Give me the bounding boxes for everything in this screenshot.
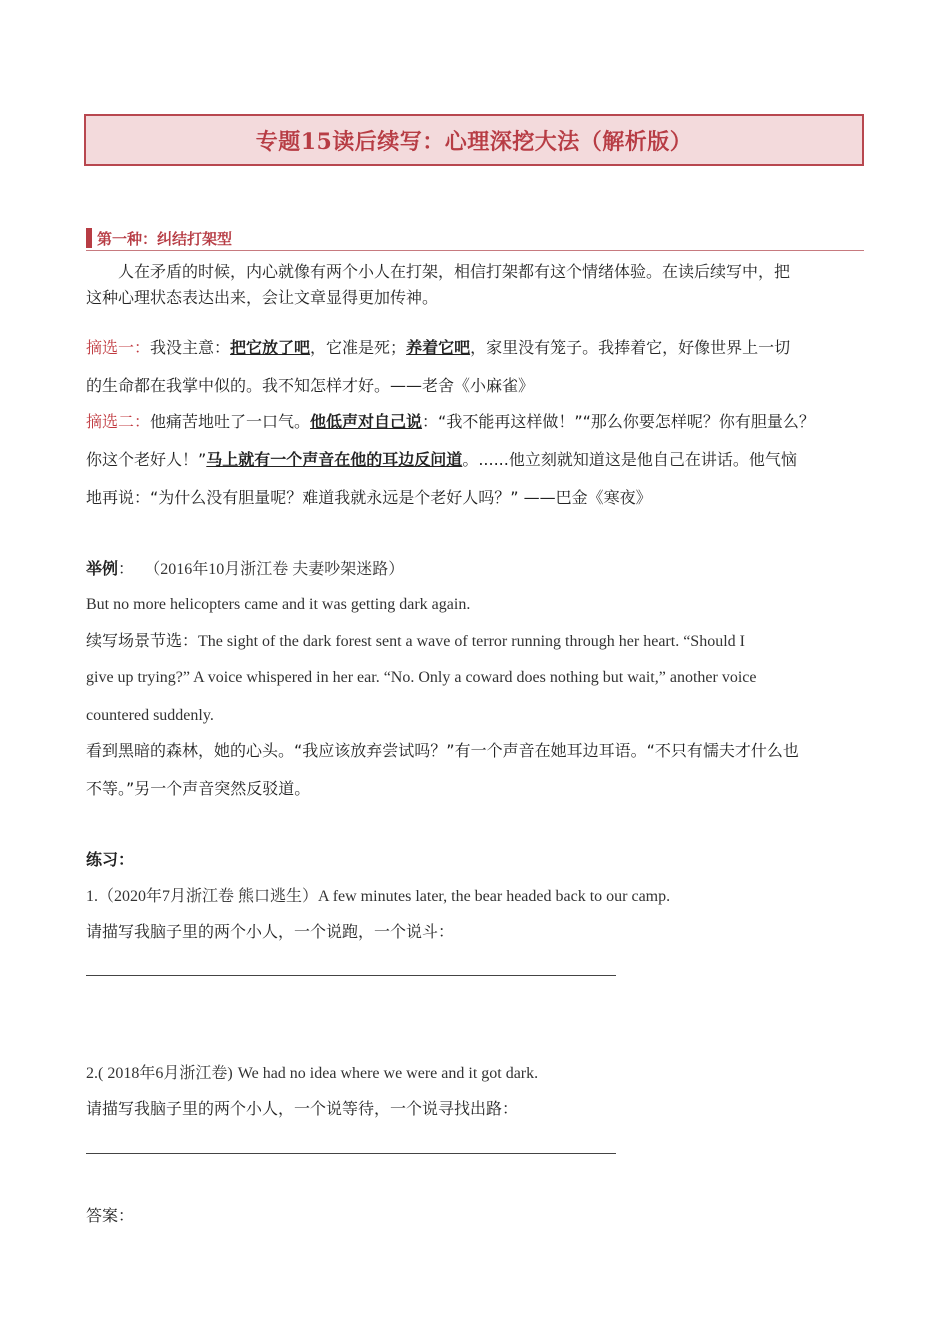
example-label: 举例 xyxy=(86,559,119,578)
excerpt-2-text: 。......他立刻就知道这是他自己在讲话。他气恼 xyxy=(462,450,797,469)
section-marker xyxy=(86,228,92,248)
excerpt-2-line-1 xyxy=(86,412,815,432)
excerpt-2-emphasis: 他低声对自己说 xyxy=(310,412,423,431)
page-title: 专题15读后续写：心理深挖大法（解析版） xyxy=(255,128,693,155)
excerpt-2-line-2 xyxy=(86,450,797,470)
excerpt-1-line-2: 的生命都在我掌中似的。我不知怎样才好。——老舍《小麻雀》 xyxy=(86,376,535,395)
excerpt-2-text: ：“我不能再这样做！”“那么你要怎样呢？你有胆量么？ xyxy=(422,412,815,431)
question-1-prompt: 请描写我脑子里的两个小人，一个说跑，一个说斗： xyxy=(86,922,455,941)
scene-label: 续写场景节选： xyxy=(86,631,199,650)
example-translation-line-2: 不等。”另一个声音突然反驳道。 xyxy=(86,779,311,798)
title-banner xyxy=(84,114,864,166)
example-translation-line-1: 看到黑暗的森林，她的心头。“我应该放弃尝试吗？”有一个声音在她耳边耳语。“不只有懦夫才什么也 xyxy=(86,741,799,760)
excerpt-2-text: 你这个老好人！” xyxy=(86,450,207,469)
excerpt-1-label: 摘选一： xyxy=(86,338,151,357)
question-2-prompt: 请描写我脑子里的两个小人，一个说等待，一个说寻找出路： xyxy=(86,1099,519,1118)
excerpt-2-line-3: 地再说：“为什么没有胆量呢？难道我就永远是个老好人吗？” ——巴金《寒夜》 xyxy=(86,488,652,507)
question-2-sentence: We had no idea where we were and it got dark. xyxy=(237,1065,539,1082)
intro-line-2: 这种心理状态表达出来，会让文章显得更加传神。 xyxy=(86,288,439,307)
excerpt-1-text: 我没主意： xyxy=(150,338,231,357)
answer-line-1[interactable] xyxy=(86,975,616,976)
excerpt-1-text: ，它准是死； xyxy=(310,338,407,357)
excerpt-1-line-1 xyxy=(86,338,790,358)
question-1 xyxy=(86,886,670,907)
example-heading xyxy=(86,559,404,580)
scene-text: The sight of the dark forest sent a wave of terror running through her heart. “Should I xyxy=(198,633,745,650)
practice-heading: 练习： xyxy=(86,850,135,869)
example-scene-line-1 xyxy=(86,631,745,652)
question-1-source: 1.（2020年7月浙江卷 熊口逃生） xyxy=(86,888,319,905)
question-1-sentence: A few minutes later, the bear headed back to our camp. xyxy=(318,888,671,905)
section-heading xyxy=(86,226,864,251)
example-colon: ： xyxy=(118,559,135,578)
question-2-source: 2.( 2018年6月浙江卷) xyxy=(86,1065,233,1082)
answer-line-2[interactable] xyxy=(86,1153,616,1154)
excerpt-2-emphasis: 马上就有一个声音在他的耳边反问道 xyxy=(206,450,463,469)
example-source: （2016年10月浙江卷 夫妻吵架迷路） xyxy=(144,561,405,578)
answer-label: 答案： xyxy=(86,1206,135,1225)
example-sentence: But no more helicopters came and it was getting dark again. xyxy=(86,596,471,613)
excerpt-1-text: ，家里没有笼子。我捧着它，好像世界上一切 xyxy=(470,338,791,357)
excerpt-1-emphasis: 养着它吧 xyxy=(406,338,471,357)
example-scene-line-2: give up trying?” A voice whispered in her ear. “No. Only a coward does nothing but wait,” another voice xyxy=(86,669,757,686)
excerpt-1-emphasis: 把它放了吧 xyxy=(230,338,311,357)
section-heading-text: 第一种：纠结打架型 xyxy=(97,230,233,248)
intro-line-1: 人在矛盾的时候，内心就像有两个小人在打架，相信打架都有这个情绪体验。在读后续写中，把 xyxy=(118,262,791,281)
excerpt-2-text: 他痛苦地吐了一口气。 xyxy=(150,412,311,431)
question-2 xyxy=(86,1063,538,1084)
example-scene-line-3: countered suddenly. xyxy=(86,707,214,724)
excerpt-2-label: 摘选二： xyxy=(86,412,151,431)
